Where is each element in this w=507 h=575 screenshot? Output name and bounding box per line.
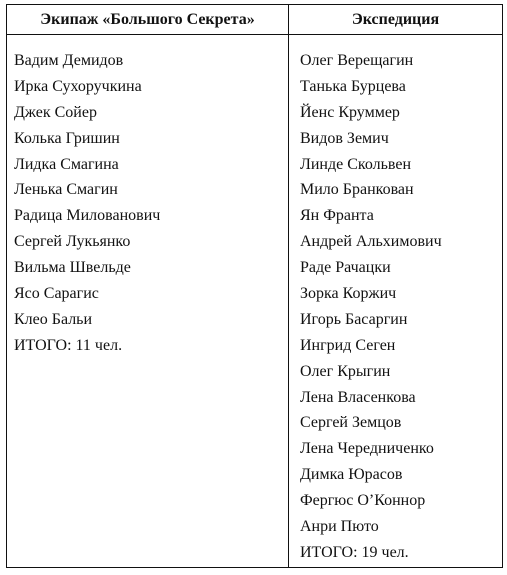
header-rule [7, 34, 502, 35]
crew-member: Лидка Смагина [14, 155, 119, 173]
expedition-member: Олег Верещагин [300, 52, 414, 69]
roster-table [6, 4, 503, 568]
expedition-member: Лена Власенкова [300, 388, 416, 406]
expedition-member: Андрей Альхимович [300, 233, 442, 251]
expedition-member: Фергюс О’Коннор [300, 492, 426, 510]
crew-member: Ленька Смагин [14, 181, 118, 199]
crew-member: Ирка Сухоручкина [14, 77, 142, 95]
expedition-member: Ян Франта [300, 207, 374, 225]
crew-member: Сергей Лукьянко [14, 233, 131, 251]
crew-member: Клео Бальи [14, 310, 93, 328]
expedition-total: ИТОГО: 19 чел. [300, 543, 409, 561]
crew-member: Радица Милованович [14, 207, 161, 225]
expedition-member: Сергей Земцов [300, 414, 402, 432]
crew-member: Вадим Демидов [14, 52, 124, 69]
column-divider [288, 5, 289, 567]
crew-column-header: Экипаж «Большого Секрета» [40, 11, 255, 28]
crew-list [14, 48, 160, 359]
crew-member: Ясо Сарагис [14, 285, 99, 303]
expedition-list [300, 48, 442, 566]
expedition-member: Мило Бранкован [300, 181, 414, 199]
expedition-member: Йенс Круммер [300, 103, 400, 121]
expedition-member: Игорь Басаргин [300, 310, 408, 328]
crew-member: Джек Сойер [14, 103, 97, 121]
expedition-member: Раде Рачацки [300, 259, 391, 277]
crew-total: ИТОГО: 11 чел. [14, 336, 123, 354]
expedition-column-header: Экспедиция [351, 11, 440, 28]
expedition-member: Лена Чередниченко [300, 440, 434, 458]
expedition-member: Ингрид Сеген [300, 336, 396, 354]
expedition-member: Димка Юрасов [300, 466, 403, 484]
expedition-member: Олег Крыгин [300, 362, 391, 380]
expedition-member: Видов Земич [300, 129, 389, 147]
crew-member: Вильма Швельде [14, 259, 131, 277]
crew-member: Колька Гришин [14, 129, 120, 147]
expedition-member: Танька Бурцева [300, 77, 406, 95]
expedition-member: Линде Скольвен [300, 155, 412, 173]
expedition-member: Зорка Коржич [300, 285, 397, 303]
expedition-member: Анри Пюто [300, 518, 379, 536]
